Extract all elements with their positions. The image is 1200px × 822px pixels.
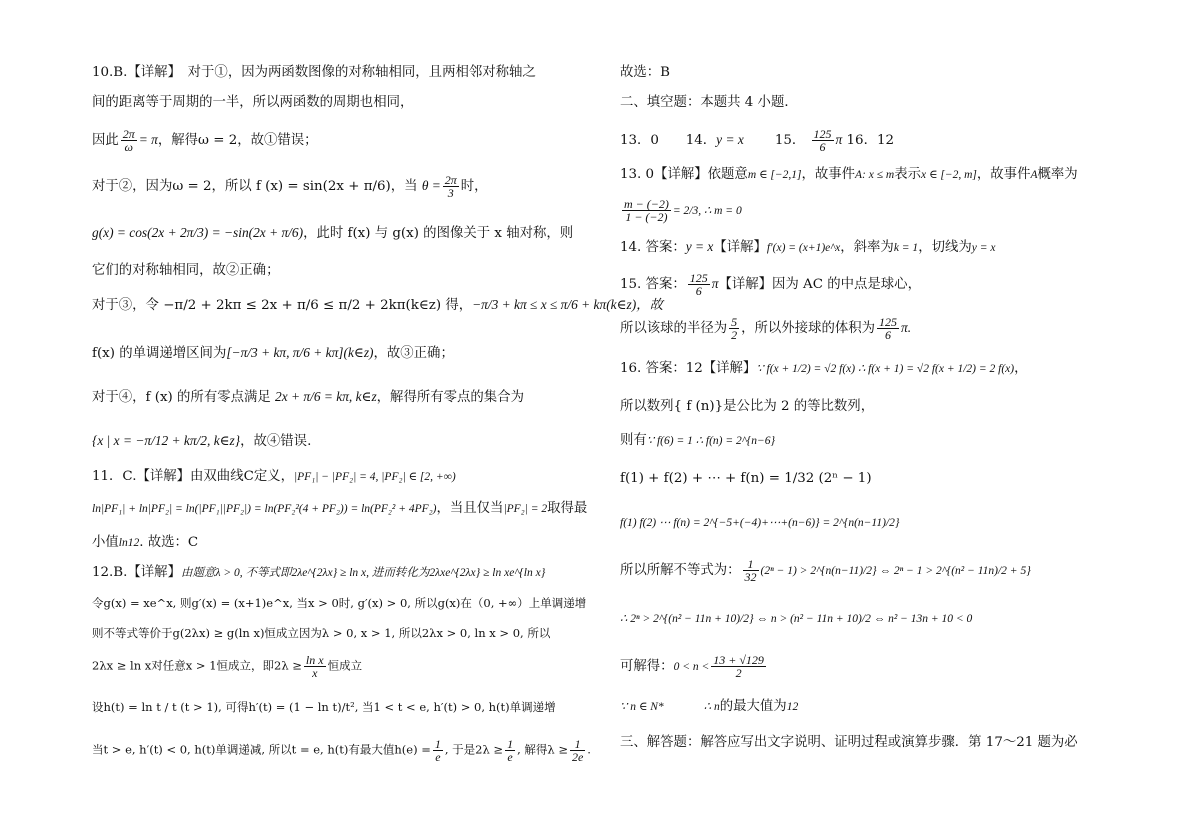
q10-line-5: g(x) = cos(2x + 2π/3) = −sin(2x + π/6)，此时 f(x) 与 g(x) 的图像关于 x 轴对称，则 <box>92 225 574 241</box>
q10-line-6: 它们的对称轴相同，故②正确； <box>92 263 280 278</box>
q10-line-4: 对于②，因为ω = 2，所以 f (x) = sin(2x + π/6)，当 θ = $\frac{2\pi}{3}$ 时， <box>92 173 488 200</box>
q12-line-2: 令g(x) = xe^x, 则g′(x) = (x+1)e^x, 当x > 0时, g′(x) > 0, 所以g(x)在（0, +∞）上单调递增 <box>92 596 587 610</box>
q10-line-10: {x | x = −π/12 + kπ/2, k∈z}，故④错误. <box>92 433 312 449</box>
q11-line-2: ln|PF₁| + ln|PF₂| = ln(|PF₁||PF₂|) = ln(PF₂²(4 + PF₂)) = ln(PF₂² + 4PF₂)，当且仅当|PF₂| = 2取得最 <box>92 501 588 516</box>
q16-line-7: ∴ 2ⁿ > 2^{(n² − 11n + 10)/2} ⇔ n > (n² − 11n + 10)/2 ⇔ n² − 13n + 10 < 0 <box>620 613 973 625</box>
q16-line-2: 所以数列{ f (n)}是公比为 2 的等比数列， <box>620 399 875 414</box>
q16-line-5: f(1) f(2) ⋯ f(n) = 2^{−5+(−4)+⋯+(n−6)} = 2^{n(n−11)/2} <box>620 517 900 529</box>
q12-line-3: 则不等式等价于g(2λx) ≥ g(ln x)恒成立因为λ > 0, x > 1, 所以2λx > 0, ln x > 0, 所以 <box>92 626 551 640</box>
section-3-heading: 三、解答题：解答应写出文字说明、证明过程或演算步骤．第 17～21 题为必 <box>620 735 1078 750</box>
q16-line-1: 16. 答案：12【详解】∵ f(x + 1/2) = √2 f(x) ∴ f(x + 1) = √2 f(x + 1/2) = 2 f(x)， <box>620 361 1028 376</box>
q13-line-1: 13. 0【详解】依题意m ∈ [−2,1]，故事件A: x ≤ m表示x ∈ [−2, m]，故事件A概率为 <box>620 167 1078 182</box>
answers-summary: 13．0 14．y = x 15． $\frac{125}{6}$ π 16．12 <box>620 127 894 154</box>
q11-line-1: 11．C.【详解】由双曲线C定义，|PF₁| − |PF₂| = 4, |PF₂| ∈ [2, +∞) <box>92 469 456 484</box>
q10-line-9: 对于④，f (x) 的所有零点满足 2x + π/6 = kπ, k∈z，解得所有零点的集合为 <box>92 389 524 405</box>
q12-line-5: 设h(t) = ln t / t (t > 1), 可得h′(t) = (1 − ln t)/t², 当1 < t < e, h′(t) > 0, h(t)单调递增 <box>92 700 556 714</box>
q15-line-2: 所以该球的半径为 $\frac{5}{2}$ ，所以外接球的体积为 $\frac{125}{6}$ π. <box>620 315 912 342</box>
q10-line-8: f(x) 的单调递增区间为[−π/3 + kπ, π/6 + kπ](k∈z)，故③正确； <box>92 345 454 361</box>
q16-line-6: 所以所解不等式为： $\frac{1}{32}$ (2ⁿ − 1) > 2^{n(n−11)/2} ⇔ 2ⁿ − 1 > 2^{(n² − 11n)/2 + 5} <box>620 557 1031 584</box>
q10-line-7: 对于③，令 −π/2 + 2kπ ≤ 2x + π/6 ≤ π/2 + 2kπ(k∈z) 得，−π/3 + kπ ≤ x ≤ π/6 + kπ(k∈z)，故 <box>92 297 663 313</box>
q15-line-1: 15. 答案： $\frac{125}{6}$ π【详解】因为 AC 的中点是球心， <box>620 271 921 298</box>
q12-line-6: 当t > e, h′(t) < 0, h(t)单调递减, 所以t = e, h(t)有最大值h(e) = $\frac{1}{e}$ , 于是2λ ≥ $\frac{1}{e}$ , 解得λ ≥ $\frac{1}{2e}$ . <box>92 737 591 764</box>
q16-line-4: f(1) + f(2) + ⋯ + f(n) = 1/32 (2ⁿ − 1) <box>620 471 872 486</box>
q12-line-1: 12.B.【详解】由题意λ > 0, 不等式即2λe^{2λx} ≥ ln x, 进而转化为2λxe^{2λx} ≥ ln xe^{ln x} <box>92 565 546 580</box>
q13-line-2: $\frac{m - (-2)}{1 - (-2)}$ = 2/3, ∴ m = 0 <box>624 197 742 224</box>
fraction-2pi-omega: $\frac{2\pi}{\omega}$ <box>122 127 135 154</box>
q10-line-1: 10.B.【详解】 对于①，因为两函数图像的对称轴相同，且两相邻对称轴之 <box>92 65 536 80</box>
choice-b: 故选：B <box>620 65 671 80</box>
q10-line-2: 间的距离等于周期的一半，所以两函数的周期也相同， <box>92 95 414 110</box>
section-2-heading: 二、填空题：本题共 4 小题． <box>620 95 798 110</box>
q16-line-3: 则有∵ f(6) = 1 ∴ f(n) = 2^{n−6} <box>620 433 776 448</box>
q16-line-9: ∵ n ∈ N* ∴ n的最大值为12 <box>620 699 799 714</box>
q11-line-3: 小值ln12. 故选：C <box>92 535 199 550</box>
q14-line: 14. 答案：y = x【详解】f′(x) = (x+1)e^x，斜率为k = 1，切线为y = x <box>620 239 996 255</box>
q16-line-8: 可解得：0 < n < $\frac{13 + √129}{2}$ <box>620 653 764 680</box>
q12-line-4: 2λx ≥ ln x对任意x > 1恒成立，即2λ ≥ $\frac{\text{ln x}}{x}$ 恒成立 <box>92 653 363 680</box>
q10-line-3: 因此 $\frac{2\pi}{\omega}$ = π，解得ω = 2，故①错误； <box>92 127 318 154</box>
